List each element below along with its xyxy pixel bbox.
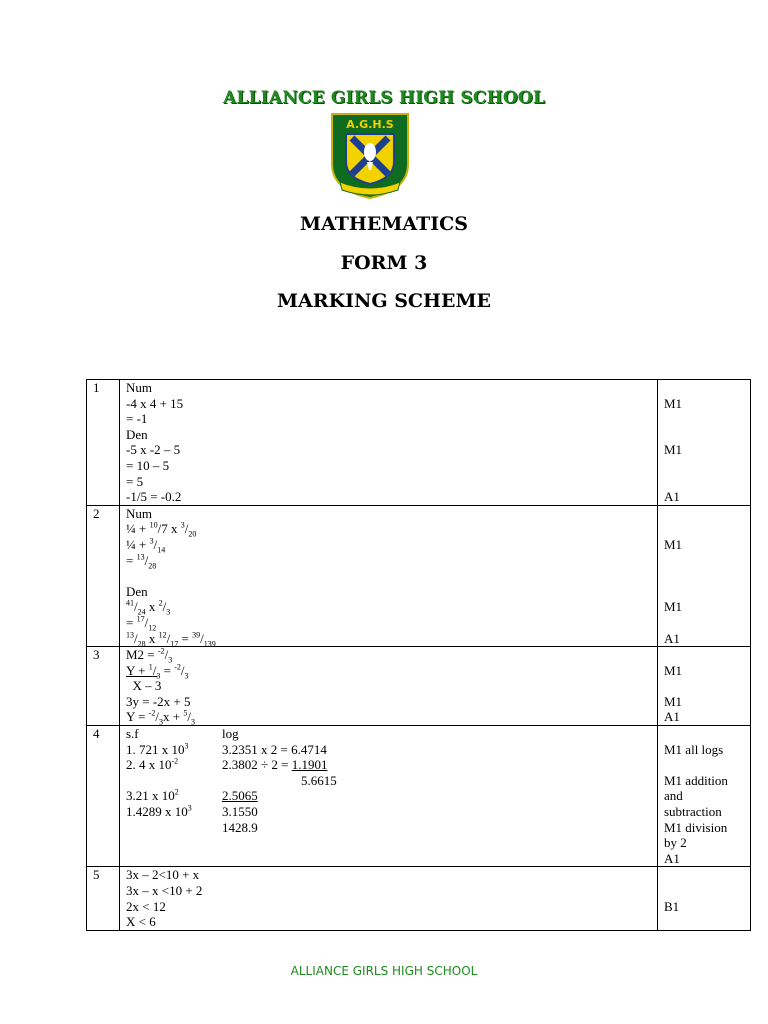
mark-line [664,584,744,600]
working-line: X < 6 [126,914,156,930]
mark-line: B1 [664,898,680,914]
working-line: $^{41}/_{24}$ x $^2/_3$ [126,598,171,617]
mark-line: A1 [664,630,680,646]
school-name: ALLIANCE GIRLS HIGH SCHOOL [222,88,546,108]
working-cell [120,867,658,930]
working-line: 3x – 2<10 + x [126,867,200,883]
mark-line [664,726,744,742]
working-line: = $^{17}/_{12}$ [126,614,157,633]
working-line: Den [126,426,148,442]
marking-scheme-table [86,379,751,931]
mark-line [664,678,744,694]
table-row [87,505,751,646]
table-row [87,380,751,506]
blank-line [126,835,651,851]
mark-line: and [664,788,683,804]
working-line: $Y + ^1/_3 = ^{-2}/_3$ [126,662,189,681]
school-crest-logo [330,112,410,200]
mark-line: M1 division [664,819,728,835]
question-number: 1 [87,380,120,506]
working-line: -4 x 4 + 15 [126,395,184,411]
marks-cell [658,867,751,930]
working-cell [120,380,658,506]
working-line: = 5 [126,473,144,489]
working-line: $M2 = ^{-2}/_3$ [126,646,173,665]
working-line: 5.6615 [301,772,337,788]
working-line: Den [126,583,148,599]
working-line: = 10 – 5 [126,457,170,473]
working-line: ¼ + $^3/_{14}$ [126,536,166,555]
subject-heading: MATHEMATICS [300,213,468,235]
mark-line [664,553,744,569]
question-number: 4 [87,726,120,867]
working-cell [120,726,658,867]
svg-text:A.G.H.S: A.G.H.S [346,118,394,131]
mark-line [664,506,744,522]
working-cell [120,647,658,726]
mark-line: by 2 [664,835,687,851]
working-line: 1428.9 [222,819,258,835]
working-line: 1. 721 x $10^3$ 3.2351 x 2 = 6.4714 [126,741,327,757]
mark-line: M1 all logs [664,741,724,757]
working-line: $Y = ^{-2}/_3x + ^5/_3$ [126,709,196,728]
mark-line [664,474,744,490]
table-row [87,647,751,726]
working-line: ¼ + $^{10}$/7 x $^3/_{20}$ [126,521,197,539]
doc-type-heading: MARKING SCHEME [277,290,491,312]
blank-line [126,568,651,584]
question-number: 5 [87,867,120,930]
mark-line [664,411,744,427]
working-line: 2x < 12 [126,898,166,914]
working-line: -5 x -2 – 5 [126,442,181,458]
table-row [87,867,751,930]
mark-line: M1 [664,693,683,709]
question-number: 2 [87,505,120,646]
form-heading: FORM 3 [340,252,428,274]
mark-line: A1 [664,709,680,725]
blank-line [126,851,651,867]
mark-line [664,883,744,899]
mark-line: M1 [664,395,683,411]
mark-line: M1 [664,442,683,458]
mark-line: A1 [664,850,680,866]
mark-line [664,757,744,773]
mark-line: A1 [664,489,680,505]
mark-line [664,427,744,443]
working-line: 1.4289 x $10^3$ 3.1550 [126,803,258,820]
marks-cell [658,647,751,726]
working-line: = $^{13}/_{28}$ [126,552,157,571]
mark-line [664,568,744,584]
marks-cell [658,380,751,506]
working-line: -1/5 = -0.2 [126,489,182,505]
table-row [87,726,751,867]
mark-line: M1 [664,599,683,615]
working-line: 3y = -2x + 5 [126,693,191,709]
mark-line [664,380,744,396]
working-line: $^{13}/_{28}$ x $^{12}/_{17} = ^{39}/_{139}$ [126,630,216,649]
marks-cell [658,726,751,867]
mark-line [664,914,744,930]
marks-cell [658,505,751,646]
question-number: 3 [87,647,120,726]
mark-line [664,867,744,883]
working-line: 3x – x <10 + 2 [126,883,203,898]
working-line: = -1 [126,411,148,427]
mark-line [664,615,744,631]
working-line: Num [126,380,152,395]
mark-line [664,647,744,663]
page-footer: ALLIANCE GIRLS HIGH SCHOOL [290,964,478,978]
working-line: X – 3 [132,678,162,694]
mark-line [664,458,744,474]
mark-line: subtraction [664,804,722,820]
working-cell [120,505,658,649]
working-line: s.f log [126,726,239,742]
mark-line [664,521,744,537]
working-line: Num [126,505,152,521]
working-line: 2. 4 x $10^{-2}$ 2.3802 ÷ 2 = 1.1901 [126,756,328,773]
mark-line: M1 addition [664,772,728,788]
working-line: 3.21 x $10^2$ 2.5065 [126,788,258,804]
mark-line: M1 [664,536,683,552]
mark-line: M1 [664,662,683,678]
